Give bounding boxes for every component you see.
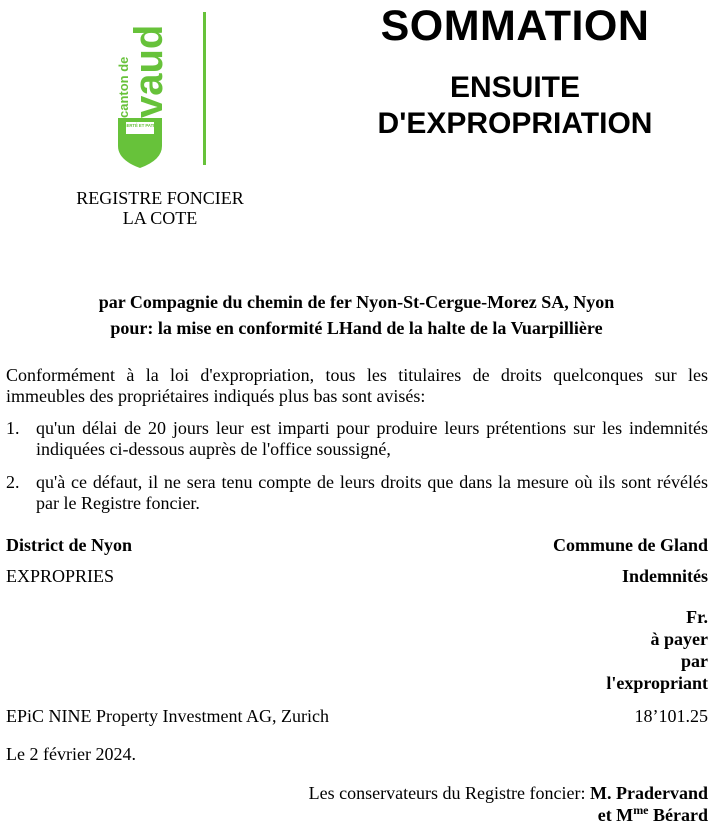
signature-label: Les conservateurs du Registre foncier: bbox=[308, 783, 586, 803]
subheading-line-2: pour: la mise en conformité LHand de la halte de la Vuarpillière bbox=[110, 318, 603, 338]
list-item-text: qu'un délai de 20 jours leur est imparti pour produire leurs prétentions sur les indemnités indiquées ci-dessous auprès de l'office soussigné, bbox=[36, 418, 708, 459]
notice-title bbox=[340, 0, 690, 142]
table-header-row bbox=[6, 565, 708, 587]
location-row bbox=[6, 534, 708, 556]
logo-text-canton: canton de bbox=[116, 56, 131, 118]
intro-paragraph: Conformément à la loi d'expropriation, tous les titulaires de droits quelconques sur les immeubles des propriétaires indiqués plus bas sont avisés: bbox=[6, 365, 708, 406]
signature-block bbox=[309, 782, 708, 826]
currency-header bbox=[606, 606, 708, 694]
registry-line-1: REGISTRE FONCIER bbox=[76, 188, 244, 208]
table-row bbox=[6, 705, 708, 727]
signature-line-2 bbox=[309, 804, 708, 826]
currency-line: par bbox=[681, 651, 708, 671]
signature-name-2-rest: Bérard bbox=[648, 805, 708, 825]
list-item-number: 2. bbox=[6, 472, 20, 492]
signature-name-2-sup: me bbox=[633, 803, 649, 817]
currency-line: à payer bbox=[650, 629, 708, 649]
list-item-text: qu'à ce défaut, il ne sera tenu compte de leurs droits que dans la mesure où ils sont révélés par le Registre foncier. bbox=[36, 472, 708, 513]
amount-value: 18’101.25 bbox=[634, 706, 708, 726]
logo-text-vaud: vaud bbox=[127, 24, 170, 118]
signature-name-1: M. Pradervand bbox=[590, 783, 708, 803]
district-label: District de Nyon bbox=[6, 535, 132, 555]
date-row bbox=[6, 743, 708, 765]
expropries-header: EXPROPRIES bbox=[6, 566, 115, 586]
signature-line-1 bbox=[309, 782, 708, 804]
shield-motto: LIBERTÉ ET PATRIE bbox=[119, 123, 161, 128]
title-sub-line-1: ENSUITE bbox=[449, 71, 581, 104]
indemnites-header: Indemnités bbox=[621, 566, 708, 586]
title-main: SOMMATION bbox=[380, 2, 650, 50]
title-sub-line-2: D'EXPROPRIATION bbox=[377, 107, 653, 140]
list-item bbox=[6, 418, 708, 460]
currency-line: l'expropriant bbox=[606, 673, 708, 693]
notice-date: Le 2 février 2024. bbox=[6, 744, 136, 764]
currency-line: Fr. bbox=[686, 607, 708, 627]
subheading bbox=[0, 289, 713, 341]
title-sub bbox=[340, 70, 690, 142]
canton-de-vaud-logo bbox=[110, 6, 170, 170]
registry-line-2: LA COTE bbox=[122, 208, 198, 228]
commune-label: Commune de Gland bbox=[552, 535, 708, 555]
owner-name: EPiC NINE Property Investment AG, Zurich bbox=[6, 706, 329, 726]
subheading-line-1: par Compagnie du chemin de fer Nyon-St-Cergue-Morez SA, Nyon bbox=[98, 292, 615, 312]
list-item-number: 1. bbox=[6, 418, 20, 438]
vaud-logo-graphic bbox=[110, 6, 170, 170]
registry-block bbox=[40, 188, 280, 228]
logo-divider bbox=[203, 12, 206, 165]
signature-name-2-prefix: et M bbox=[597, 805, 634, 825]
list-item bbox=[6, 472, 708, 514]
